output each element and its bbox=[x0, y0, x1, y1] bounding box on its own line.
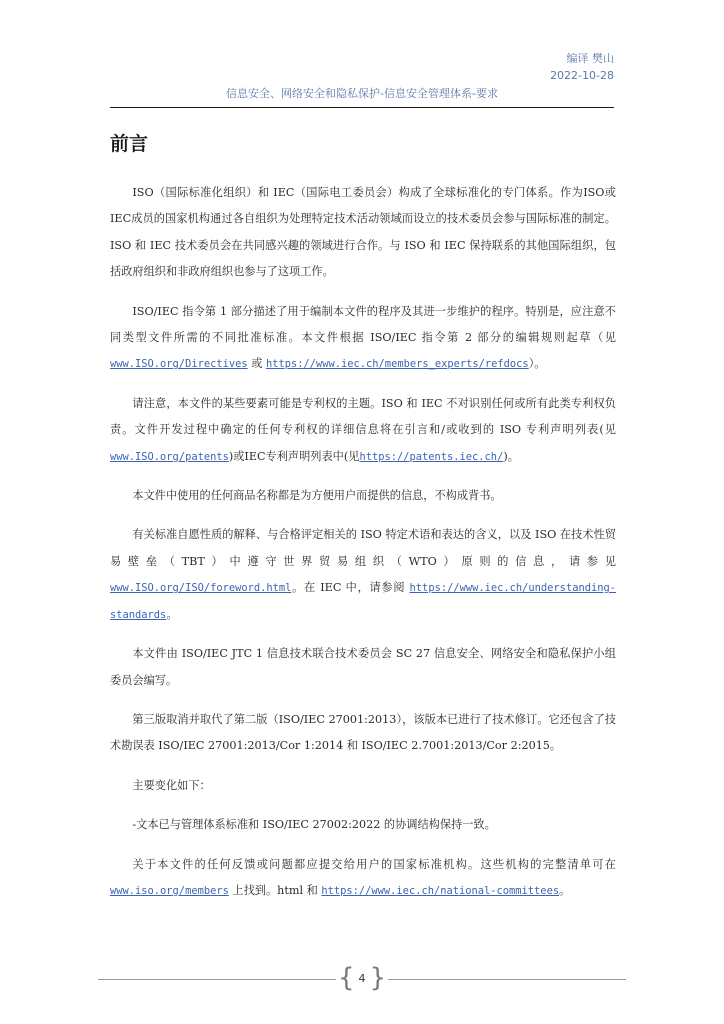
foreword-paragraph bbox=[110, 522, 616, 628]
foreword-paragraph bbox=[110, 299, 616, 378]
paragraph-text: )。 bbox=[503, 449, 519, 463]
reference-link[interactable]: https://www.iec.ch/national-committees bbox=[321, 884, 560, 897]
translator-credit: 编译 樊山 bbox=[566, 52, 614, 65]
paragraph-text: 或 bbox=[247, 357, 266, 371]
reference-link[interactable]: www.ISO.org/patents bbox=[110, 450, 229, 463]
reference-link[interactable]: https://www.iec.ch/understanding-standards bbox=[110, 582, 616, 621]
paragraph-text: 请注意，本文件的某些要素可能是专利权的主题。ISO 和 IEC 不对识别任何或所有此类专利权负责。文件开发过程中确定的任何专利权的详细信息将在引言和/或收到的 ISO 专利声明列表(见 bbox=[110, 396, 616, 437]
reference-link[interactable]: www.ISO.org/Directives bbox=[110, 358, 248, 371]
reference-link[interactable]: www.ISO.org/ISO/foreword.html bbox=[110, 582, 292, 595]
section-title: 前言 bbox=[110, 133, 149, 155]
paragraph-text: 第三版取消并取代了第二版（ISO/IEC 27001:2013），该版本已进行了技术修订。它还包含了技术勘误表 ISO/IEC 27001:2013/Cor 1:2014 和 ISO/IEC 2.7001:2013/Cor 2:2015。 bbox=[110, 712, 616, 753]
foreword-paragraph bbox=[110, 483, 616, 509]
header-divider bbox=[110, 107, 614, 108]
foreword-body bbox=[110, 180, 616, 917]
foreword-paragraph bbox=[110, 852, 616, 905]
foreword-paragraph bbox=[110, 812, 616, 838]
paragraph-text: ）。 bbox=[528, 357, 546, 371]
document-date: 2022-10-28 bbox=[550, 69, 614, 82]
paragraph-text: 上找到。html 和 bbox=[228, 883, 322, 897]
foreword-paragraph bbox=[110, 180, 616, 286]
page-number-box bbox=[336, 963, 388, 993]
paragraph-text: )或IEC专利声明列表中(见 bbox=[228, 449, 360, 463]
foreword-paragraph bbox=[110, 707, 616, 760]
paragraph-text: 有关标准自愿性质的解释、与合格评定相关的 ISO 特定术语和表达的含义，以及 ISO 在技术性贸易壁垒（TBT）中遵守世界贸易组织（WTO）原则的信息，请参见 bbox=[110, 528, 616, 568]
reference-link[interactable]: https://patents.iec.ch/ bbox=[359, 450, 504, 463]
paragraph-text: 。 bbox=[166, 607, 178, 621]
page-bracket-right: } bbox=[369, 963, 386, 993]
paragraph-text: 关于本文件的任何反馈或问题都应提交给用户的国家标准机构。这些机构的完整清单可在 bbox=[132, 857, 616, 871]
paragraph-text: 。 bbox=[559, 883, 571, 897]
paragraph-text: ISO（国际标准化组织）和 IEC（国际电工委员会）构成了全球标准化的专门体系。作为ISO或IEC成员的国家机构通过各自组织为处理特定技术活动领域而设立的技术委员会参与国际标准的制定。ISO 和 IEC 技术委员会在共同感兴趣的领域进行合作。与 ISO 和 IEC 保持联系的其他国际组织，包括政府组织和非政府组织也参与了这项工作。 bbox=[110, 186, 616, 279]
foreword-paragraph bbox=[110, 641, 616, 694]
running-header-title: 信息安全、网络安全和隐私保护-信息安全管理体系-要求 bbox=[226, 87, 498, 100]
paragraph-text: 。在 IEC 中，请参阅 bbox=[291, 581, 410, 595]
foreword-paragraph bbox=[110, 773, 616, 799]
paragraph-text: 本文件由 ISO/IEC JTC 1 信息技术联合技术委员会 SC 27 信息安全、网络安全和隐私保护小组委员会编写。 bbox=[110, 647, 616, 687]
paragraph-text: 主要变化如下： bbox=[132, 778, 211, 792]
reference-link[interactable]: https://www.iec.ch/members_experts/refdocs bbox=[265, 358, 529, 371]
paragraph-text: ISO/IEC 指令第 1 部分描述了用于编制本文件的程序及其进一步维护的程序。特别是，应注意不同类型文件所需的不同批准标准。本文件根据 ISO/IEC 指令第 2 部分的编辑规则起草（见 bbox=[110, 304, 616, 345]
paragraph-text: -文本已与管理体系标准和 ISO/IEC 27002:2022 的协调结构保持一致。 bbox=[132, 818, 496, 832]
page-bracket-left: { bbox=[338, 963, 355, 993]
paragraph-text: 本文件中使用的任何商品名称都是为方便用户而提供的信息，不构成背书。 bbox=[132, 489, 502, 503]
page-number: 4 bbox=[358, 972, 366, 985]
foreword-paragraph bbox=[110, 391, 616, 470]
reference-link[interactable]: www.iso.org/members bbox=[110, 884, 229, 897]
